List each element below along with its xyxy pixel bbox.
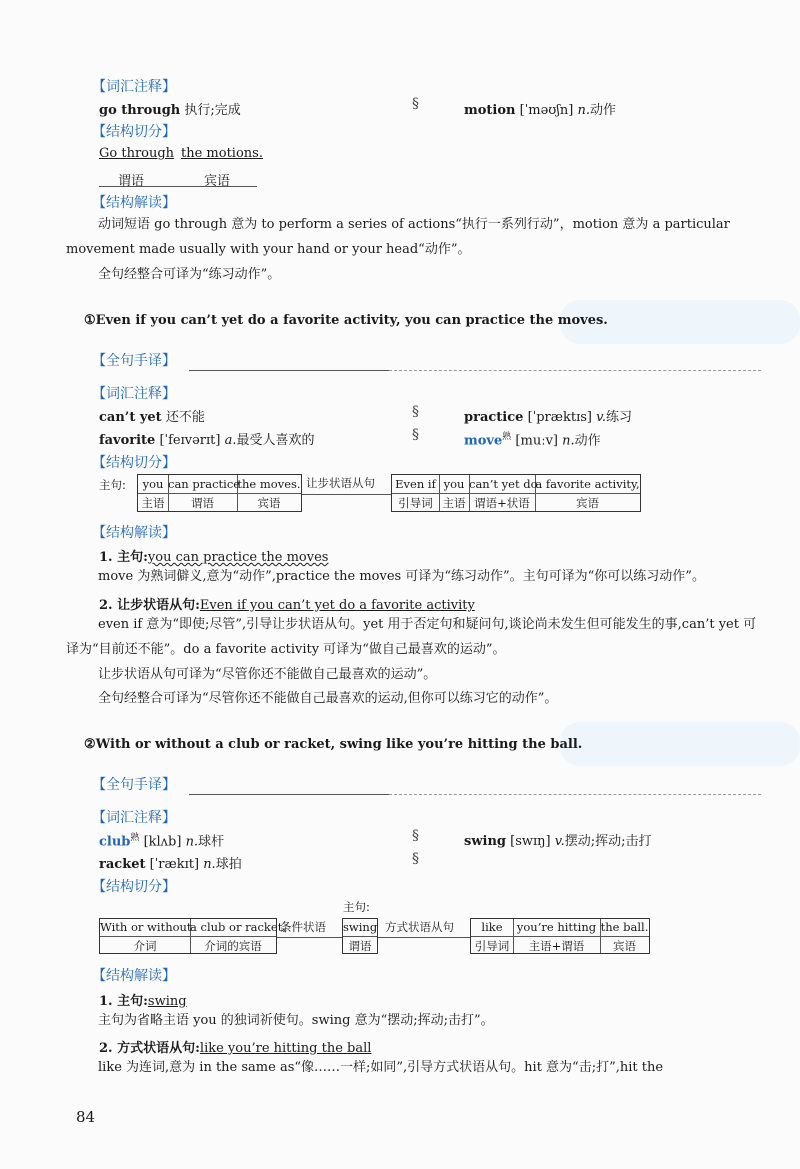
vocab-entry: move$^熟$ [muːv] n.动作: [464, 432, 601, 449]
link-arrow: [302, 494, 392, 495]
sentence-heading: ①Even if you can’t yet do a favorite activity, you can practice the moves.: [84, 313, 608, 328]
role-label: 谓语: [191, 496, 214, 510]
vocab-label: 【词汇注释】: [92, 79, 176, 95]
analysis-label: 【结构解读】: [92, 968, 176, 984]
background-tint: [560, 722, 800, 766]
preposition: With or without: [100, 920, 192, 934]
role-label: 引导词: [474, 939, 510, 953]
main-clause-box: [137, 474, 302, 512]
vocab-entry: motion [ˈməʊʃn] n.动作: [464, 103, 617, 118]
role-label: 谓语: [348, 939, 372, 953]
split-role: 宾语: [204, 174, 231, 189]
vocab-entry: can’t yet 还不能: [99, 410, 205, 425]
sub-subject: you: [443, 477, 465, 491]
sub-clause-box: [391, 474, 641, 512]
split-label: 【结构切分】: [92, 879, 176, 895]
sub-predicate: can’t yet do: [469, 477, 538, 491]
vocab-entry: club$^熟$ [klʌb] n.球杆: [99, 833, 225, 850]
split-part: the motions.: [181, 146, 263, 161]
vocab-entry: favorite [ˈfeɪvərɪt] a.最受人喜欢的: [99, 433, 315, 448]
analysis-paragraph: 让步状语从句可译为“尽管你还不能做自己最喜欢的运动”。: [98, 667, 437, 682]
column-divider: §: [412, 427, 419, 443]
split-label: 【结构切分】: [92, 455, 176, 471]
main-predicate: can practice: [168, 477, 241, 491]
analysis-label: 【结构解读】: [92, 195, 176, 211]
answer-line[interactable]: [389, 370, 761, 371]
sub-conjunction: Even if: [395, 477, 436, 491]
column-divider: §: [412, 828, 419, 844]
role-label: 主语+谓语: [528, 939, 585, 953]
analysis-subhead: 2. 方式状语从句:like you’re hitting the ball: [99, 1041, 372, 1056]
link-arrow: [378, 937, 470, 938]
answer-line[interactable]: [389, 794, 761, 795]
split-part: Go through: [99, 146, 175, 161]
vocab-entry: go through 执行;完成: [99, 103, 241, 118]
analysis-paragraph: 动词短语 go through 意为 to perform a series of actions“执行一系列行动”，motion 意为 a particular movement made usually with your hand or your head“动作”。: [66, 217, 730, 257]
role-label: 谓语+状语: [474, 496, 530, 510]
link-label: 方式状语从句: [385, 920, 454, 934]
vocab-label: 【词汇注释】: [92, 810, 176, 826]
analysis-subhead: 1. 主句:you can practice the moves: [99, 550, 329, 565]
column-divider: §: [412, 851, 419, 867]
analysis-paragraph: move 为熟词僻义,意为“动作”,practice the moves 可译为“练习动作”。主句可译为“你可以练习动作”。: [98, 569, 705, 584]
column-divider: §: [412, 96, 419, 112]
vocab-entry: practice [ˈpræktɪs] v.练习: [464, 410, 633, 425]
vocab-entry: swing [swɪŋ] v.摆动;挥动;击打: [464, 834, 652, 849]
main-clause-box: [342, 918, 378, 954]
link-label: 条件状语: [280, 920, 326, 934]
analysis-subhead: 2. 让步状语从句:Even if you can’t yet do a favorite activity: [99, 598, 475, 613]
analysis-paragraph: 全句经整合可译为“练习动作”。: [98, 267, 281, 282]
vocab-label: 【词汇注释】: [92, 386, 176, 402]
role-label: 主语: [442, 496, 466, 510]
manner-clause-box: [470, 918, 650, 954]
link-label: 让步状语从句: [306, 476, 375, 490]
page-number: 84: [76, 1108, 96, 1126]
manner-object: the ball.: [600, 920, 649, 934]
answer-line[interactable]: [189, 370, 389, 371]
column-divider: §: [412, 404, 419, 420]
split-label: 【结构切分】: [92, 124, 176, 140]
role-label: 介词的宾语: [204, 939, 262, 953]
prep-phrase-box: [99, 918, 286, 954]
split-rule: [99, 186, 257, 187]
main-clause-label: 主句:: [343, 900, 370, 914]
manner-conjunction: like: [481, 920, 503, 934]
analysis-paragraph: like 为连词,意为 in the same as“像……一样;如同”,引导方式状语从句。hit 意为“击;打”,hit the: [98, 1060, 664, 1075]
analysis-label: 【结构解读】: [92, 525, 176, 541]
prep-object: a club or racket,: [190, 920, 286, 934]
analysis-paragraph: 主句为省略主语 you 的独词祈使句。swing 意为“摆动;挥动;击打”。: [98, 1013, 494, 1028]
link-arrow: [277, 937, 342, 938]
main-predicate: swing: [343, 920, 378, 934]
role-label: 宾语: [257, 496, 281, 510]
split-role: 谓语: [118, 174, 145, 189]
role-label: 介词: [133, 939, 157, 953]
sentence-heading: ②With or without a club or racket, swing like you’re hitting the ball.: [84, 737, 583, 752]
main-clause-label: 主句:: [99, 478, 126, 492]
main-object: the moves.: [237, 477, 301, 491]
analysis-subhead: 1. 主句:swing: [99, 994, 187, 1009]
role-label: 主语: [141, 496, 165, 510]
analysis-paragraph: even if 意为“即使;尽管”,引导让步状语从句。yet 用于否定句和疑问句,谈论尚未发生但可能发生的事,can’t yet 可译为“目前还不能”。do a favorite activity 可译为“做自己最喜欢的运动”。: [66, 617, 757, 657]
analysis-paragraph: 全句经整合可译为“尽管你还不能做自己最喜欢的运动,但你可以练习它的动作”。: [98, 691, 558, 706]
translate-label: 【全句手译】: [92, 777, 176, 793]
manner-subject-predicate: you’re hitting: [516, 920, 597, 934]
translate-label: 【全句手译】: [92, 353, 176, 369]
role-label: 宾语: [613, 939, 636, 953]
answer-line[interactable]: [189, 794, 389, 795]
role-label: 引导词: [398, 496, 433, 510]
role-label: 宾语: [576, 496, 599, 510]
main-subject: you: [142, 477, 164, 491]
vocab-entry: racket [ˈrækɪt] n.球拍: [99, 857, 242, 872]
sub-object: a favorite activity,: [535, 477, 640, 491]
